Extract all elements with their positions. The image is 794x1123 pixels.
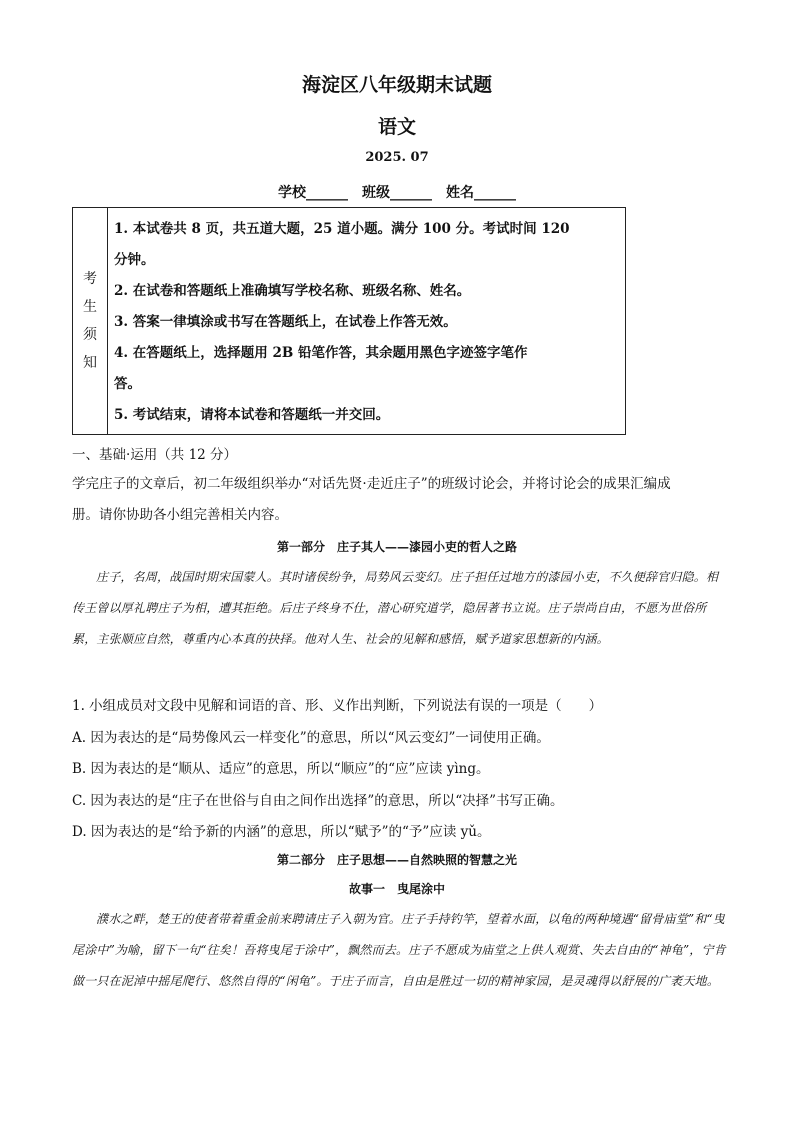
exam-title: 海淀区八年级期末试题 — [301, 74, 492, 96]
section-heading: 一、基础·运用（共 12 分） — [72, 447, 238, 463]
exam-notice-box — [72, 207, 626, 435]
notice-line: 2. 在试卷和答题纸上准确填写学校名称、班级名称、姓名。 — [114, 283, 471, 299]
part1-title: 第一部分 庄子其人——漆园小吏的哲人之路 — [276, 540, 517, 554]
story1-title: 故事一 曳尾涂中 — [348, 882, 445, 896]
intro-line: 学完庄子的文章后，初二年级组织举办“对话先贤·走近庄子”的班级讨论会，并将讨论会的成果汇编成 — [72, 476, 671, 492]
notice-line: 4. 在答题纸上，选择题用 2B 铅笔作答，其余题用黑色字迹签字笔作 — [114, 345, 528, 361]
question-1: 1. 小组成员对文段中见解和词语的音、形、义作出判断，下列说法有误的一项是（ ） — [72, 698, 603, 714]
option-d: D. 因为表达的是“给予新的内涵”的意思，所以“赋予”的“予”应读 yǔ。 — [72, 824, 491, 840]
part2-title: 第二部分 庄子思想——自然映照的智慧之光 — [276, 853, 517, 867]
notice-side-char: 知 — [83, 355, 97, 371]
story1-passage: 濮水之畔，楚王的使者带着重金前来聘请庄子入朝为官。庄子手持钓竿，望着水面，以龟的两种境遇“留骨庙堂”和“曳尾涂中”为喻，留下一句“往矣！吾将曳尾于涂中”，飘然而去。庄子不愿成为庙堂之上供人观赏、失去自由的“神龟”，宁肯做一只在泥淖中摇尾爬行、悠然自得的“闲龟”。于庄子而言，自由是胜过一切的精神家园，是灵魂得以舒展的广袤天地。 — [72, 912, 726, 988]
notice-list — [114, 214, 617, 431]
notice-side-label — [73, 208, 108, 434]
notice-line: 分钟。 — [114, 252, 155, 268]
notice-line: 3. 答案一律填涂或书写在答题纸上，在试卷上作答无效。 — [114, 314, 457, 330]
notice-side-char: 考 — [83, 271, 97, 287]
part1-passage: 庄子，名周，战国时期宋国蒙人。其时诸侯纷争，局势风云变幻。庄子担任过地方的漆园小吏，不久便辞官归隐。相传王曾以厚礼聘庄子为相，遭其拒绝。后庄子终身不仕，潜心研究道学，隐居著书立说。庄子崇尚自由，不愿为世俗所累，主张顺应自然，尊重内心本真的抉择。他对人生、社会的见解和感悟，赋予道家思想新的内涵。 — [72, 570, 719, 646]
student-info-fields: 学校______ 班级______ 姓名______ — [278, 185, 516, 201]
exam-date: 2025. 07 — [365, 150, 429, 165]
option-a: A. 因为表达的是“局势像风云一样变化”的意思，所以“风云变幻”一词使用正确。 — [72, 730, 550, 746]
option-c: C. 因为表达的是“庄子在世俗与自由之间作出选择”的意思，所以“决择”书写正确。 — [72, 793, 564, 809]
notice-line: 1. 本试卷共 8 页，共五道大题，25 道小题。满分 100 分。考试时间 120 — [114, 221, 570, 237]
intro-line: 册。请你协助各小组完善相关内容。 — [72, 507, 288, 523]
notice-side-char: 须 — [83, 327, 97, 343]
notice-side-char: 生 — [83, 299, 97, 315]
option-b: B. 因为表达的是“顺从、适应”的意思，所以“顺应”的“应”应读 yìng。 — [72, 761, 490, 777]
notice-line: 答。 — [114, 376, 141, 392]
notice-line: 5. 考试结束，请将本试卷和答题纸一并交回。 — [114, 407, 390, 423]
subject-title: 语文 — [377, 116, 416, 138]
